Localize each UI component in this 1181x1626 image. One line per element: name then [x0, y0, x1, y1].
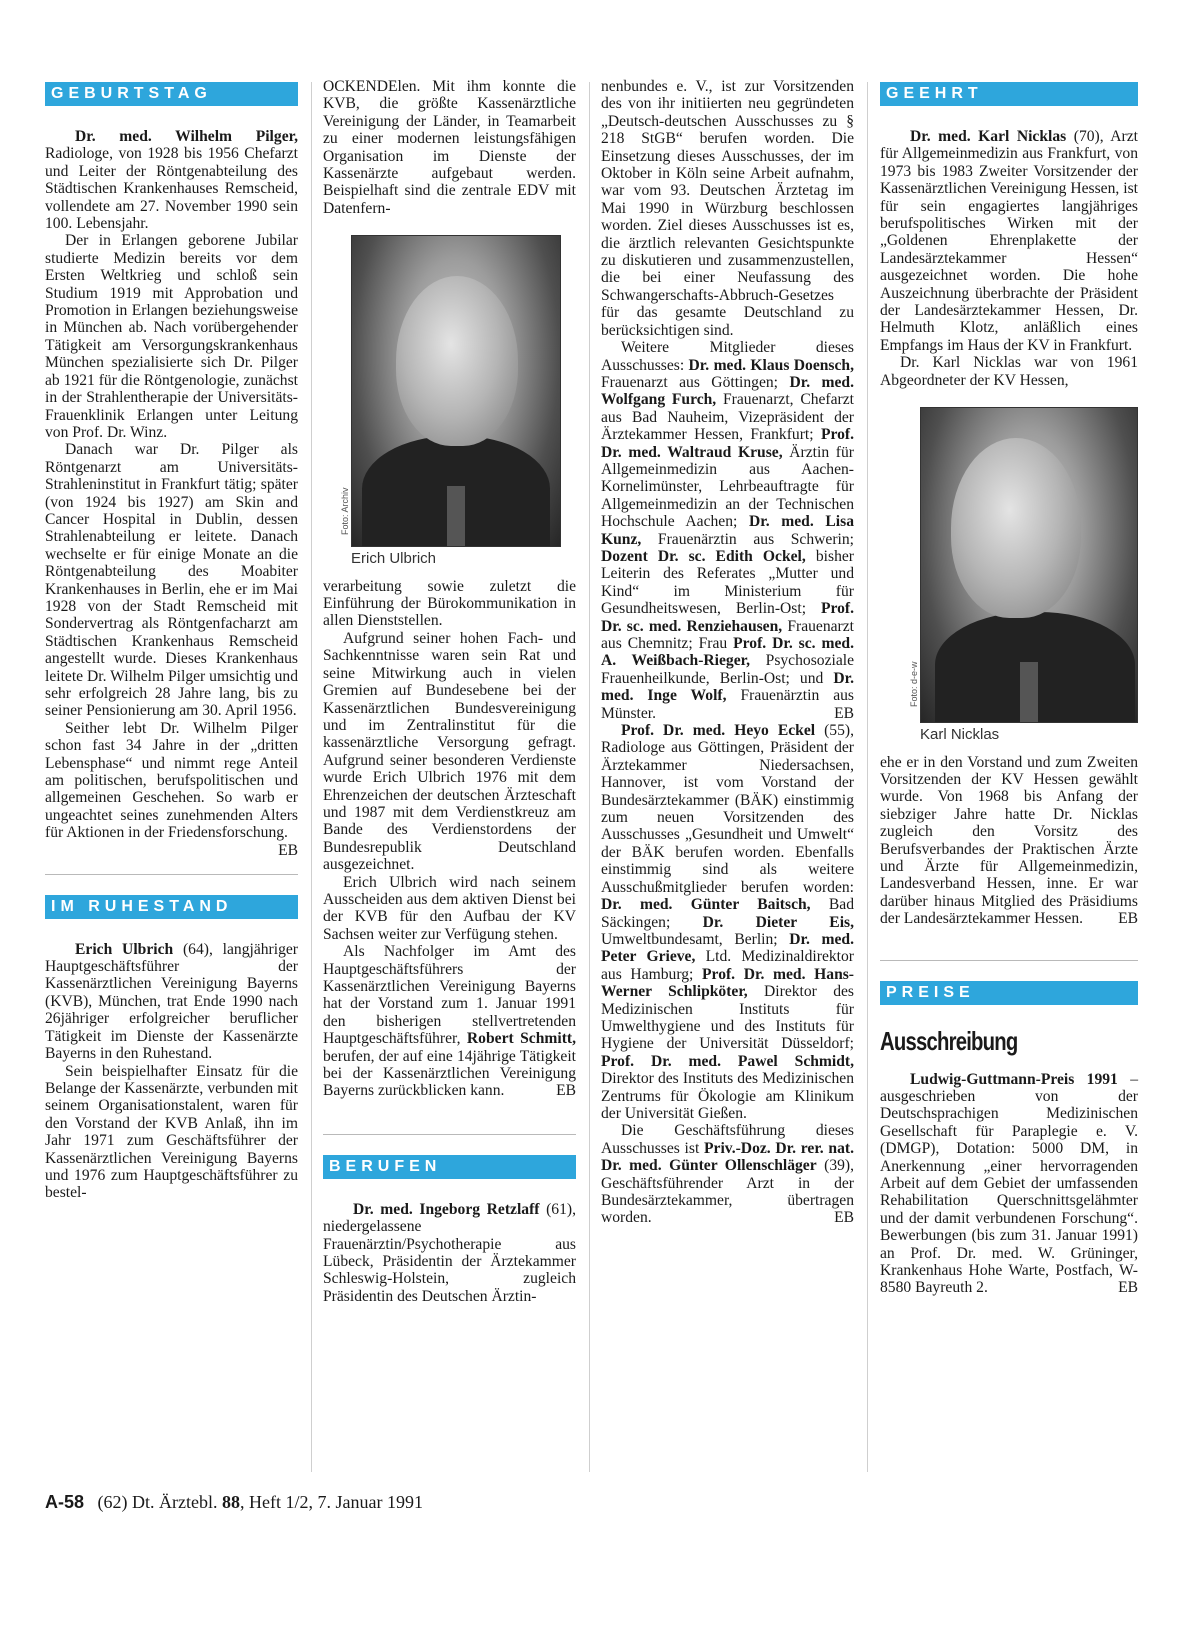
article-paragraph: Dr. Karl Nicklas war von 1961 Abgeordneter der KV Hessen,	[880, 354, 1138, 389]
person-name: Dr. med. Günter Baitsch,	[601, 896, 811, 914]
article-paragraph: Erich Ulbrich wird nach seinem Ausscheiden aus dem aktiven Dienst bei der KVB für den Aufbau der KV Sachsen weiter zur Verfügung stehen.	[323, 873, 576, 943]
section-header-geburtstag: GEBURTSTAG	[45, 82, 298, 106]
person-name: Dozent Dr. sc. Edith Ockel,	[601, 547, 806, 565]
paragraph-text: Bad Säckingen;	[601, 896, 854, 931]
article-paragraph	[323, 943, 576, 1100]
paragraph-text: (61), niedergelassene Frauenärztin/Psychotherapie aus Lübeck, Präsidentin der Ärztekammer Schleswig-Holstein, zugleich Präsidentin des Deutschen Ärztin-	[323, 1200, 576, 1305]
paragraph-text: (64), langjähriger Hauptgeschäftsführer der Kassenärztlichen Vereinigung Bayerns (KVB), München, trat Ende 1990 nach 26jähriger erfolgreicher beruflicher Tätigkeit im Dienste der Kassenärzte Bayerns in den Ruhestand.	[45, 940, 298, 1063]
article-paragraph: verarbeitung sowie zuletzt die Einführung der Bürokommunikation in allen Dienststellen.	[323, 577, 576, 630]
paragraph-text: Umweltbundesamt, Berlin;	[601, 930, 790, 948]
article-paragraph: OCKENDElen. Mit ihm konnte die KVB, die größte Kassenärztliche Vereinigung der Länder, in Teamarbeit zu einer modernen leistungsfähigen Organisation im Dienste der Kassenärzte aufgebaut werden. Beispielhaft sind die zentrale EDV mit Datenfern-	[323, 78, 576, 217]
paragraph-text: (39), Geschäftsführender Arzt in der Bundesärztekammer, übertragen worden.	[601, 1157, 855, 1227]
paragraph-text: Frauenärztin aus Münster.	[601, 687, 854, 722]
person-name: Prof. Dr. sc. med. Renziehausen,	[601, 600, 854, 635]
column-2	[323, 78, 576, 1305]
article-paragraph	[880, 128, 1138, 354]
article-paragraph: Danach war Dr. Pilger als Röntgenarzt am Universitäts-Strahleninstitut in Frankfurt tätig; später (von 1924 bis 1927) am Skin and Cancer Hospital in Dublin, dessen Strahlenabteilung er leitete. Danach wechselte er für einige Monate an die Röntgenabteilung des Moabiter Krankenhauses in Berlin, ehe er im Mai 1928 von der Stadt Remscheid mit Sondervertrag als Röntgenfacharzt am Städtischen Krankenhaus Remscheid angestellt wurde. Dieses Krankenhaus leitete Dr. Wilhelm Pilger umsichtig und sehr erfolgreich 28 Jahre lang, bis zu seiner Pensionierung am 30. April 1956.	[45, 441, 298, 720]
column-divider	[311, 82, 312, 1472]
paragraph-text: (55), Radiologe aus Göttingen, Präsident der Ärztekammer Niedersachsen, Hannover, ist vom Vorstand der Bundesärztekammer (BÄK) einstimmig zum neuen Vorsitzenden des Ausschusses „Gesundheit und Umwelt“ der BÄK berufen worden. Ebenfalls einstimmig sind als weitere Ausschußmitglieder berufen worden:	[601, 722, 854, 896]
article-heading: Ausschreibung	[880, 1025, 1018, 1056]
paragraph-text: Die Geschäftsführung dieses Ausschusses ist	[601, 1122, 854, 1157]
person-name: Prof. Dr. med. Waltraud Kruse,	[601, 426, 854, 461]
person-name: Prof. Dr. sc. med. A. Weißbach-Rieger,	[601, 635, 854, 670]
person-name: Prof. Dr. med. Heyo Eckel	[621, 722, 816, 740]
person-name: Dr. med. Klaus Doensch,	[688, 356, 854, 374]
section-divider	[323, 1134, 576, 1135]
person-name: Dr. med. Wolfgang Furch,	[601, 373, 854, 409]
person-name: Priv.-Doz. Dr. rer. nat. Dr. med. Günter Ollenschläger	[601, 1139, 854, 1175]
article-paragraph: Der in Erlangen geborene Jubilar studierte Medizin bereits vor dem Ersten Weltkrieg und schloß sein Studium 1919 mit Approbation und Promotion in Erlangen beziehungsweise in München ab. Nach vorübergehender Tätigkeit am Versorgungskrankenhaus München spezialisierte sich Dr. Pilger ab 1921 für die Röntgenologie, zunächst in der Strahlentherapie der Universitäts-Frauenklinik Erlangen unter Leitung von Prof. Dr. Winz.	[45, 232, 298, 441]
paragraph-text: berufen, der auf eine 14jährige Tätigkeit bei der Kassenärztlichen Vereinigung Bayerns zurückblicken kann.	[323, 1047, 576, 1100]
paragraph-text: – ausgeschrieben von der Deutschsprachigen Medizinischen Gesellschaft für Paraplegie e. V. (DMGP), Dotation: 5000 DM, in Anerkennung „einer hervorragenden Arbeit auf dem Gebiet der umfassenden Rehabilitation Querschnittsgelähmter und der damit verbundenen Forschung“. Bewerbungen (bis zum 31. Januar 1991) an Prof. Dr. med. W. Grüninger, Krankenhaus Hohe Warte, Postfach, W-8580 Bayreuth 2.	[880, 1070, 1138, 1297]
article-paragraph: nenbundes e. V., ist zur Vorsitzenden des von ihr initiierten neu gegründeten „Deutsch-deutschen Ausschusses zu § 218 StGB“ berufen worden. Die Einsetzung dieses Ausschusses, der im Oktober in Köln seine Arbeit aufnahm, war vom 93. Deutschen Ärztetag im Mai 1990 in Würzburg beschlossen worden. Ziel dieses Ausschusses ist es, die ärztlich relevanten Gesichtspunkte zu diskutieren und zusammenzustellen, die bei einer Neufassung des Schwangerschafts-Abbruch-Gesetzes für das gesamte Deutschland zu berücksichtigen sind.	[601, 78, 854, 339]
paragraph-text: Ärztin für Allgemeinmedizin aus Aachen-Kornelimünster, Lehrbeauftragte für Allgemeinmedizin an der Technischen Hochschule Aachen;	[601, 443, 854, 531]
photo-ulbrich-figure	[340, 235, 576, 568]
section-header-preise: PREISE	[880, 981, 1138, 1005]
paragraph-text: Direktor des Instituts des Medizinischen Zentrums für Ökologie am Klinikum der Universität Gießen.	[601, 1070, 854, 1122]
article-paragraph	[601, 339, 854, 722]
person-name: Dr. Dieter Eis,	[702, 913, 854, 931]
article-paragraph	[45, 719, 298, 859]
section-divider	[45, 874, 298, 875]
person-name: Dr. med. Lisa Kunz,	[601, 513, 854, 548]
section-header-geehrt: GEEHRT	[880, 82, 1138, 106]
column-3	[601, 78, 854, 1227]
author-initials: EB	[278, 841, 298, 859]
portrait-photo	[351, 235, 561, 547]
photo-nicklas-figure	[909, 407, 1138, 744]
person-name: Dr. med. Inge Wolf,	[601, 669, 854, 705]
article-paragraph	[323, 1201, 576, 1305]
section-header-berufen: BERUFEN	[323, 1155, 576, 1179]
paragraph-text: Frauenarzt, Chefarzt aus Bad Nauheim, Vizepräsident der Ärztekammer Hessen, Frankfurt;	[601, 391, 854, 444]
section-header-ruhestand: IM RUHESTAND	[45, 895, 298, 919]
column-1	[45, 82, 298, 1202]
paragraph-text: Als Nachfolger im Amt des Hauptgeschäftsführers der Kassenärztlichen Vereinigung Bayerns hat der Vorstand zum 1. Januar 1991 den bisherigen stellvertretenden Hauptgeschäftsführer,	[323, 943, 576, 1048]
paragraph-text: Psychosoziale Frauenheilkunde, Berlin-Ost; und	[601, 652, 854, 687]
person-name: Dr. med. Peter Grieve,	[601, 930, 854, 966]
author-initials: EB	[556, 1082, 576, 1100]
article-paragraph: Aufgrund seiner hohen Fach- und Sachkenntnisse waren sein Rat und seine Mitwirkung auch in vielen Gremien auf Bundesebene bei der Kassenärztlichen Bundesvereinigung und im Zentralinstitut für die kassenärztliche Versorgung gefragt. Aufgrund seiner besonderen Verdienste wurde Erich Ulbrich 1976 mit dem Ehrenzeichen der deutschen Ärzteschaft und 1987 mit dem Verdienstkreuz am Bande des Verdienstordens der Bundesrepublik Deutschland ausgezeichnet.	[323, 629, 576, 874]
photo-credit: Foto: d-e-w	[909, 661, 919, 708]
author-initials: EB	[834, 1209, 854, 1227]
portrait-photo	[920, 407, 1138, 723]
author-initials: EB	[834, 704, 854, 722]
volume-number: 88	[221, 1492, 240, 1512]
paragraph-text: bisher Leiterin des Referates „Mutter und Kind“ im Ministerium für Gesundheitswesen, Berlin-Ost;	[601, 547, 854, 618]
author-initials: EB	[1118, 910, 1138, 928]
paragraph-text: Seither lebt Dr. Wilhelm Pilger schon fast 34 Jahre in der „dritten Lebensphase“ und nimmt rege Anteil am politischen, berufspolitischen und allgemeinen Geschehen. So warb er ungeachtet seines zunehmenden Alters für Aktionen in der Friedensforschung.	[45, 719, 298, 842]
section-divider	[880, 960, 1138, 961]
article-paragraph	[880, 754, 1138, 928]
person-name: Dr. med. Ingeborg Retzlaff	[353, 1200, 540, 1218]
column-divider	[867, 82, 868, 1472]
footer-citation: (62) Dt. Ärztebl.	[97, 1492, 222, 1512]
person-name: Dr. med. Karl Nicklas	[910, 128, 1067, 145]
photo-caption: Erich Ulbrich	[351, 550, 437, 568]
portrait-head	[951, 438, 1081, 618]
page-number: A-58	[45, 1492, 85, 1512]
paragraph-text: (70), Arzt für Allgemeinmedizin aus Frankfurt, von 1973 bis 1983 Zweiter Vorsitzender der Kassenärztlichen Vereinigung Hessen, ist für sein engagiertes langjähriges berufspolitisches Wirken mit der „Goldenen Ehrenplakette der Landesärztekammer Hessen“ ausgezeichnet worden. Die hohe Auszeichnung überbrachte der Präsident der Landesärztekammer Hessen, Dr. Helmuth Klotz, anläßlich eines Empfangs im Haus der KV in Frankfurt.	[880, 128, 1138, 354]
portrait-tie	[447, 486, 465, 546]
photo-caption: Karl Nicklas	[920, 726, 1000, 744]
article-paragraph	[601, 722, 854, 1122]
article-paragraph	[880, 1071, 1138, 1297]
paragraph-text: Radiologe, von 1928 bis 1956 Chefarzt und Leiter der Röntgenabteilung des Städtischen Krankenhauses Remscheid, vollendete am 27. November 1990 sein 100. Lebensjahr.	[45, 145, 298, 233]
article-paragraph	[601, 1122, 854, 1226]
paragraph-text: ehe er in den Vorstand und zum Zweiten Vorsitzenden der KV Hessen gewählt wurde. Von 1968 bis Anfang der siebziger Jahre hatte Dr. Nicklas zugleich den Vorsitz des Berufsverbandes der Praktischen Ärzte und Ärzte für Allgemeinmedizin, Landesverband Hessen, inne. Er war darüber hinaus Mitglied des Präsidiums der Landesärztekammer Hessen.	[880, 753, 1138, 928]
person-name: Robert Schmitt,	[466, 1030, 576, 1048]
article-paragraph	[45, 128, 298, 232]
portrait-head	[396, 276, 518, 446]
footer-issue: , Heft 1/2, 7. Januar 1991	[239, 1492, 423, 1512]
portrait-tie	[1020, 662, 1038, 722]
page-footer	[45, 1492, 423, 1513]
paragraph-text: Frauenärztin aus Schwerin;	[641, 530, 854, 548]
column-divider	[589, 82, 590, 1472]
paragraph-text: Frauenarzt aus Göttingen;	[601, 373, 790, 391]
person-name: Prof. Dr. med. Pawel Schmidt,	[601, 1052, 854, 1070]
article-paragraph	[45, 941, 298, 1063]
paragraph-text: Frauenarzt aus Chemnitz; Frau	[601, 617, 854, 652]
paragraph-text: Direktor des Medizinischen Instituts für Umwelthygiene und des Instituts für Hygiene der Universität Düsseldorf;	[601, 983, 854, 1053]
person-name: Prof. Dr. med. Hans-Werner Schlipköter,	[601, 965, 855, 1001]
author-initials: EB	[1118, 1279, 1138, 1297]
paragraph-text: Ltd. Medizinaldirektor aus Hamburg;	[601, 948, 854, 983]
article-paragraph: Sein beispielhafter Einsatz für die Belange der Kassenärzte, verbunden mit seinem Organisationstalent, waren für den Vorstand der KVB Anlaß, ihn im Jahr 1971 zum Geschäftsführer der Kassenärztlichen Vereinigung Bayerns und 1976 zum Hauptgeschäftsführer zu bestel-	[45, 1062, 298, 1202]
person-name: Erich Ulbrich	[75, 940, 174, 958]
photo-credit: Foto: Archiv	[340, 487, 350, 536]
column-4	[880, 82, 1138, 1297]
paragraph-text: Weitere Mitglieder dieses Ausschusses:	[601, 339, 854, 374]
person-name: Dr. med. Wilhelm Pilger,	[75, 128, 298, 145]
prize-name: Ludwig-Guttmann-Preis 1991	[910, 1070, 1118, 1088]
